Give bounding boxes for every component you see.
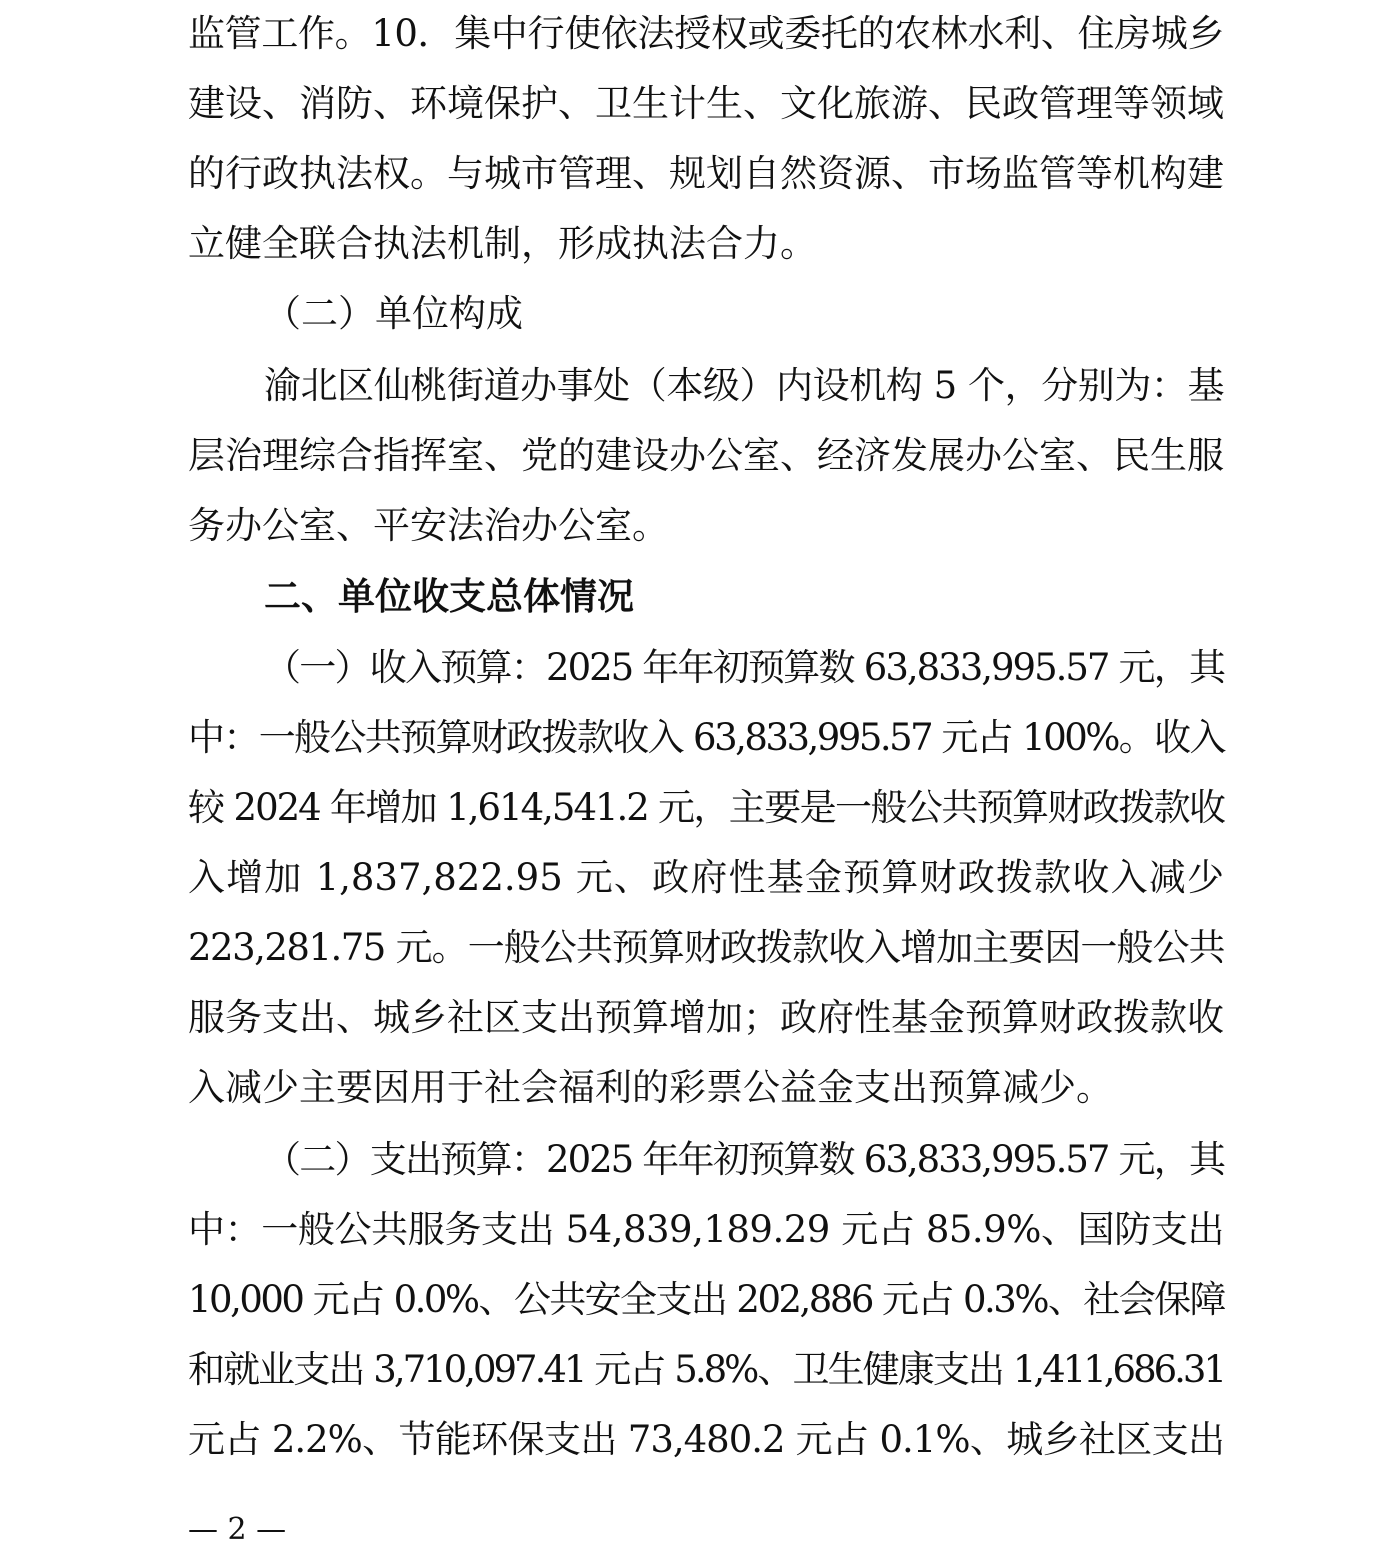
expense-line-3: 10,000 元占 0.0%、公共安全支出 202,886 元占 0.3%、社会保障	[188, 1278, 1224, 1321]
para1-line-1: 监管工作。10．集中行使依法授权或委托的农林水利、住房城乡	[188, 12, 1224, 55]
expense-line-4: 和就业支出 3,710,097.41 元占 5.8%、卫生健康支出 1,411,686.31	[188, 1348, 1224, 1391]
para1-line-2: 建设、消防、环境保护、卫生计生、文化旅游、民政管理等领域	[188, 82, 1224, 125]
expense-line-5: 元占 2.2%、节能环保支出 73,480.2 元占 0.1%、城乡社区支出	[188, 1418, 1224, 1461]
unit-composition-heading: （二）单位构成	[264, 292, 523, 335]
income-line-6: 服务支出、城乡社区支出预算增加；政府性基金预算财政拨款收	[188, 996, 1224, 1039]
unit-line-2: 层治理综合指挥室、党的建设办公室、经济发展办公室、民生服	[188, 434, 1224, 477]
expense-line-1: （二）支出预算：2025 年年初预算数 63,833,995.57 元，其	[264, 1138, 1224, 1181]
expense-line-2: 中：一般公共服务支出 54,839,189.29 元占 85.9%、国防支出	[188, 1208, 1224, 1251]
unit-line-3: 务办公室、平安法治办公室。	[188, 504, 669, 547]
income-line-7: 入减少主要因用于社会福利的彩票公益金支出预算减少。	[188, 1066, 1113, 1109]
para1-line-3: 的行政执法权。与城市管理、规划自然资源、市场监管等机构建	[188, 152, 1224, 195]
page-number: — 2 —	[188, 1512, 287, 1547]
income-line-1: （一）收入预算：2025 年年初预算数 63,833,995.57 元，其	[264, 646, 1224, 689]
section-2-heading: 二、单位收支总体情况	[264, 574, 634, 618]
income-line-3: 较 2024 年增加 1,614,541.2 元，主要是一般公共预算财政拨款收	[188, 786, 1224, 829]
para1-line-4: 立健全联合执法机制，形成执法合力。	[188, 222, 817, 265]
income-line-5: 223,281.75 元。一般公共预算财政拨款收入增加主要因一般公共	[188, 926, 1224, 969]
unit-line-1: 渝北区仙桃街道办事处（本级）内设机构 5 个，分别为：基	[264, 364, 1224, 407]
income-line-2: 中：一般公共预算财政拨款收入 63,833,995.57 元占 100%。收入	[188, 716, 1224, 759]
income-line-4: 入增加 1,837,822.95 元、政府性基金预算财政拨款收入减少	[188, 856, 1224, 899]
